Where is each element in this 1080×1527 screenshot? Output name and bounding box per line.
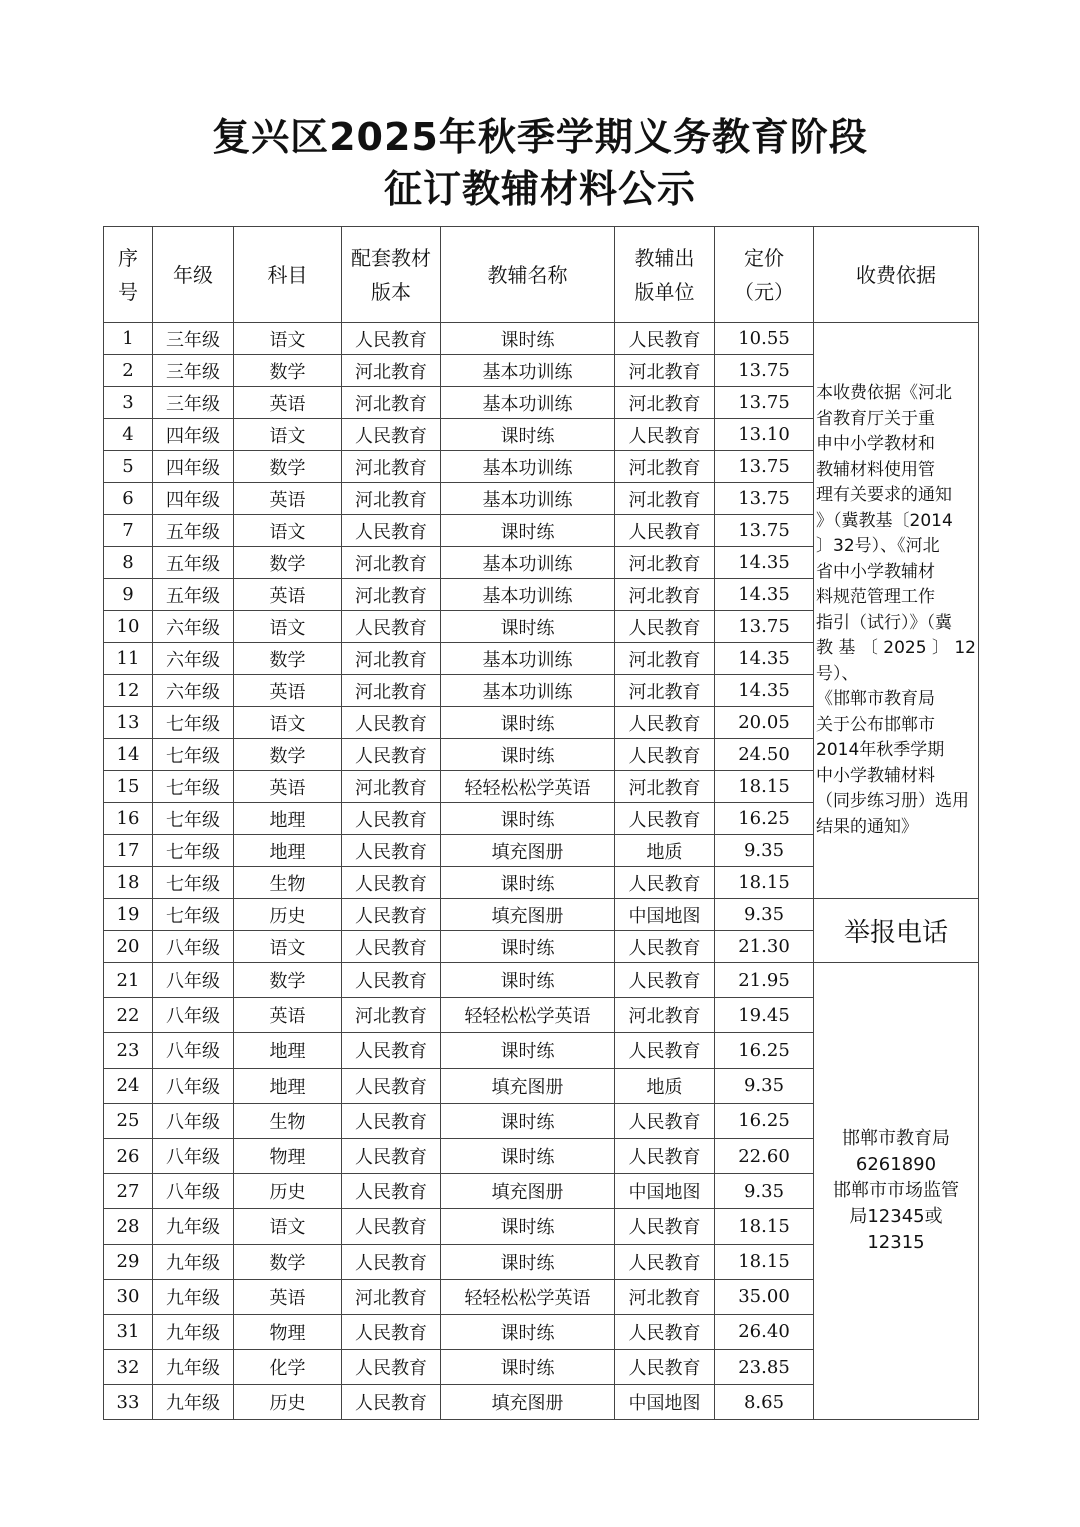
cell-publisher: 河北教育 <box>615 675 715 707</box>
cell-material-name: 基本功训练 <box>441 579 615 611</box>
cell-seq: 30 <box>104 1279 153 1314</box>
cell-price: 35.00 <box>715 1279 814 1314</box>
cell-seq: 14 <box>104 739 153 771</box>
cell-subject: 数学 <box>234 1244 342 1279</box>
cell-material-name: 课时练 <box>441 1138 615 1173</box>
cell-publisher: 地质 <box>615 835 715 867</box>
cell-publisher: 河北教育 <box>615 483 715 515</box>
cell-price: 16.25 <box>715 1103 814 1138</box>
cell-subject: 物理 <box>234 1138 342 1173</box>
cell-publisher: 河北教育 <box>615 1279 715 1314</box>
cell-publisher: 中国地图 <box>615 899 715 931</box>
cell-price: 13.75 <box>715 483 814 515</box>
cell-seq: 12 <box>104 675 153 707</box>
header-seq: 序 号 <box>104 227 153 323</box>
cell-publisher: 人民教育 <box>615 323 715 355</box>
cell-textbook-version: 人民教育 <box>342 419 441 451</box>
cell-seq: 28 <box>104 1209 153 1244</box>
cell-material-name: 基本功训练 <box>441 675 615 707</box>
cell-price: 9.35 <box>715 1174 814 1209</box>
cell-grade: 七年级 <box>153 867 234 899</box>
report-phone-details <box>814 963 979 1420</box>
cell-publisher: 人民教育 <box>615 739 715 771</box>
materials-table <box>103 226 979 1420</box>
cell-textbook-version: 河北教育 <box>342 1279 441 1314</box>
cell-price: 18.15 <box>715 867 814 899</box>
cell-material-name: 课时练 <box>441 803 615 835</box>
cell-subject: 英语 <box>234 771 342 803</box>
cell-grade: 八年级 <box>153 963 234 998</box>
cell-publisher: 人民教育 <box>615 1033 715 1068</box>
cell-textbook-version: 河北教育 <box>342 579 441 611</box>
cell-textbook-version: 人民教育 <box>342 739 441 771</box>
cell-seq: 3 <box>104 387 153 419</box>
cell-subject: 英语 <box>234 998 342 1033</box>
cell-material-name: 轻轻松松学英语 <box>441 998 615 1033</box>
cell-seq: 7 <box>104 515 153 547</box>
cell-publisher: 人民教育 <box>615 515 715 547</box>
cell-subject: 数学 <box>234 547 342 579</box>
cell-price: 13.75 <box>715 515 814 547</box>
cell-material-name: 基本功训练 <box>441 483 615 515</box>
cell-seq: 10 <box>104 611 153 643</box>
cell-grade: 七年级 <box>153 739 234 771</box>
cell-material-name: 填充图册 <box>441 899 615 931</box>
fee-basis-line: 2014年秋季学期 <box>816 740 945 760</box>
cell-material-name: 填充图册 <box>441 1385 615 1420</box>
cell-publisher: 地质 <box>615 1068 715 1103</box>
cell-publisher: 人民教育 <box>615 1314 715 1349</box>
header-publisher: 教辅出 版单位 <box>615 227 715 323</box>
fee-basis-line: 料规范管理工作 <box>816 587 935 607</box>
cell-material-name: 课时练 <box>441 1314 615 1349</box>
cell-publisher: 人民教育 <box>615 419 715 451</box>
cell-textbook-version: 河北教育 <box>342 451 441 483</box>
cell-publisher: 河北教育 <box>615 387 715 419</box>
cell-publisher: 人民教育 <box>615 1209 715 1244</box>
cell-price: 21.30 <box>715 931 814 963</box>
cell-textbook-version: 河北教育 <box>342 998 441 1033</box>
cell-price: 9.35 <box>715 899 814 931</box>
header-price: 定价 （元） <box>715 227 814 323</box>
cell-price: 26.40 <box>715 1314 814 1349</box>
cell-grade: 五年级 <box>153 547 234 579</box>
cell-subject: 地理 <box>234 835 342 867</box>
cell-material-name: 课时练 <box>441 1350 615 1385</box>
cell-subject: 英语 <box>234 579 342 611</box>
cell-grade: 三年级 <box>153 387 234 419</box>
cell-grade: 四年级 <box>153 451 234 483</box>
cell-grade: 三年级 <box>153 323 234 355</box>
header-row <box>104 227 979 323</box>
cell-publisher: 人民教育 <box>615 611 715 643</box>
cell-subject: 生物 <box>234 867 342 899</box>
cell-grade: 七年级 <box>153 771 234 803</box>
cell-textbook-version: 人民教育 <box>342 1244 441 1279</box>
cell-subject: 英语 <box>234 675 342 707</box>
cell-grade: 七年级 <box>153 803 234 835</box>
cell-textbook-version: 河北教育 <box>342 547 441 579</box>
table-row <box>104 963 979 998</box>
cell-material-name: 课时练 <box>441 611 615 643</box>
cell-subject: 历史 <box>234 899 342 931</box>
table-row <box>104 323 979 355</box>
cell-publisher: 人民教育 <box>615 963 715 998</box>
cell-price: 22.60 <box>715 1138 814 1173</box>
cell-textbook-version: 河北教育 <box>342 355 441 387</box>
cell-textbook-version: 人民教育 <box>342 963 441 998</box>
cell-subject: 语文 <box>234 611 342 643</box>
cell-grade: 九年级 <box>153 1209 234 1244</box>
cell-seq: 13 <box>104 707 153 739</box>
cell-seq: 32 <box>104 1350 153 1385</box>
cell-textbook-version: 人民教育 <box>342 835 441 867</box>
cell-subject: 语文 <box>234 931 342 963</box>
cell-subject: 地理 <box>234 1068 342 1103</box>
cell-subject: 数学 <box>234 963 342 998</box>
cell-textbook-version: 人民教育 <box>342 707 441 739</box>
fee-basis-line: 理有关要求的通知 <box>816 485 952 505</box>
cell-price: 13.75 <box>715 355 814 387</box>
cell-textbook-version: 河北教育 <box>342 675 441 707</box>
cell-material-name: 课时练 <box>441 963 615 998</box>
cell-publisher: 河北教育 <box>615 451 715 483</box>
fee-basis-line: 关于公布邯郸市 <box>816 714 935 735</box>
cell-publisher: 中国地图 <box>615 1174 715 1209</box>
cell-textbook-version: 人民教育 <box>342 1350 441 1385</box>
cell-textbook-version: 人民教育 <box>342 1385 441 1420</box>
cell-publisher: 河北教育 <box>615 355 715 387</box>
fee-basis-line: 〕32号）、《河北 <box>816 536 940 556</box>
cell-grade: 八年级 <box>153 1138 234 1173</box>
cell-textbook-version: 人民教育 <box>342 1033 441 1068</box>
cell-subject: 地理 <box>234 803 342 835</box>
fee-basis-line: 教辅材料使用管 <box>816 459 935 480</box>
cell-material-name: 轻轻松松学英语 <box>441 1279 615 1314</box>
fee-basis-line: 指引（试行）》（冀 <box>816 612 952 633</box>
header-subject: 科目 <box>234 227 342 323</box>
cell-grade: 六年级 <box>153 643 234 675</box>
fee-basis-cell <box>814 323 979 899</box>
report-phone-line: 局12345或 <box>849 1206 943 1228</box>
cell-publisher: 人民教育 <box>615 1138 715 1173</box>
cell-subject: 数学 <box>234 643 342 675</box>
cell-publisher: 人民教育 <box>615 1244 715 1279</box>
cell-seq: 22 <box>104 998 153 1033</box>
cell-subject: 语文 <box>234 1209 342 1244</box>
header-textbook-version: 配套教材 版本 <box>342 227 441 323</box>
report-phone-line: 12315 <box>867 1232 925 1254</box>
cell-seq: 18 <box>104 867 153 899</box>
fee-basis-line: 本收费依据《河北 <box>816 383 952 403</box>
cell-price: 20.05 <box>715 707 814 739</box>
cell-seq: 11 <box>104 643 153 675</box>
cell-price: 21.95 <box>715 963 814 998</box>
fee-basis-line: 申中小学教材和 <box>816 434 935 454</box>
cell-textbook-version: 河北教育 <box>342 483 441 515</box>
cell-material-name: 填充图册 <box>441 835 615 867</box>
cell-material-name: 课时练 <box>441 419 615 451</box>
cell-material-name: 基本功训练 <box>441 451 615 483</box>
cell-seq: 16 <box>104 803 153 835</box>
fee-basis-line: 教基〔2025〕12号）、 <box>816 638 976 684</box>
cell-material-name: 课时练 <box>441 739 615 771</box>
cell-material-name: 课时练 <box>441 867 615 899</box>
cell-grade: 七年级 <box>153 835 234 867</box>
cell-subject: 数学 <box>234 451 342 483</box>
cell-textbook-version: 人民教育 <box>342 1209 441 1244</box>
cell-subject: 语文 <box>234 707 342 739</box>
cell-grade: 五年级 <box>153 515 234 547</box>
header-basis: 收费依据 <box>814 227 979 323</box>
cell-publisher: 河北教育 <box>615 579 715 611</box>
cell-grade: 六年级 <box>153 675 234 707</box>
cell-subject: 英语 <box>234 483 342 515</box>
cell-grade: 八年级 <box>153 998 234 1033</box>
header-material-name: 教辅名称 <box>441 227 615 323</box>
cell-seq: 19 <box>104 899 153 931</box>
cell-grade: 六年级 <box>153 611 234 643</box>
cell-publisher: 人民教育 <box>615 1103 715 1138</box>
cell-publisher: 人民教育 <box>615 867 715 899</box>
cell-price: 9.35 <box>715 1068 814 1103</box>
cell-subject: 地理 <box>234 1033 342 1068</box>
cell-seq: 26 <box>104 1138 153 1173</box>
cell-grade: 七年级 <box>153 707 234 739</box>
cell-grade: 七年级 <box>153 899 234 931</box>
cell-textbook-version: 人民教育 <box>342 899 441 931</box>
cell-subject: 语文 <box>234 515 342 547</box>
cell-textbook-version: 人民教育 <box>342 931 441 963</box>
cell-seq: 29 <box>104 1244 153 1279</box>
cell-textbook-version: 河北教育 <box>342 387 441 419</box>
report-phone-line: 邯郸市市场监管 <box>833 1180 959 1202</box>
fee-basis-line: 中小学教辅材料 <box>816 765 935 786</box>
cell-price: 13.10 <box>715 419 814 451</box>
cell-subject: 物理 <box>234 1314 342 1349</box>
fee-basis-line: 省教育厅关于重 <box>816 408 935 429</box>
cell-price: 13.75 <box>715 387 814 419</box>
cell-seq: 17 <box>104 835 153 867</box>
cell-material-name: 填充图册 <box>441 1174 615 1209</box>
cell-price: 19.45 <box>715 998 814 1033</box>
cell-grade: 五年级 <box>153 579 234 611</box>
cell-material-name: 课时练 <box>441 1103 615 1138</box>
cell-textbook-version: 河北教育 <box>342 643 441 675</box>
cell-price: 14.35 <box>715 675 814 707</box>
cell-textbook-version: 人民教育 <box>342 1174 441 1209</box>
cell-textbook-version: 人民教育 <box>342 515 441 547</box>
report-phone-line: 6261890 <box>855 1154 937 1176</box>
cell-price: 23.85 <box>715 1350 814 1385</box>
cell-subject: 语文 <box>234 419 342 451</box>
cell-subject: 语文 <box>234 323 342 355</box>
cell-grade: 四年级 <box>153 483 234 515</box>
cell-seq: 25 <box>104 1103 153 1138</box>
cell-material-name: 填充图册 <box>441 1068 615 1103</box>
cell-price: 14.35 <box>715 579 814 611</box>
cell-price: 10.55 <box>715 323 814 355</box>
cell-material-name: 基本功训练 <box>441 355 615 387</box>
cell-material-name: 基本功训练 <box>441 547 615 579</box>
cell-textbook-version: 人民教育 <box>342 1138 441 1173</box>
cell-price: 16.25 <box>715 1033 814 1068</box>
cell-seq: 27 <box>104 1174 153 1209</box>
cell-subject: 英语 <box>234 1279 342 1314</box>
cell-seq: 23 <box>104 1033 153 1068</box>
cell-subject: 历史 <box>234 1385 342 1420</box>
cell-grade: 九年级 <box>153 1314 234 1349</box>
cell-grade: 四年级 <box>153 419 234 451</box>
cell-material-name: 基本功训练 <box>441 387 615 419</box>
cell-subject: 化学 <box>234 1350 342 1385</box>
cell-publisher: 人民教育 <box>615 1350 715 1385</box>
cell-subject: 英语 <box>234 387 342 419</box>
cell-publisher: 河北教育 <box>615 547 715 579</box>
cell-material-name: 课时练 <box>441 707 615 739</box>
cell-seq: 15 <box>104 771 153 803</box>
cell-material-name: 课时练 <box>441 323 615 355</box>
cell-seq: 1 <box>104 323 153 355</box>
cell-textbook-version: 人民教育 <box>342 323 441 355</box>
cell-publisher: 中国地图 <box>615 1385 715 1420</box>
report-phone-title: 举报电话 <box>814 899 979 963</box>
cell-publisher: 河北教育 <box>615 998 715 1033</box>
cell-seq: 9 <box>104 579 153 611</box>
cell-material-name: 课时练 <box>441 1244 615 1279</box>
cell-price: 16.25 <box>715 803 814 835</box>
cell-seq: 24 <box>104 1068 153 1103</box>
cell-textbook-version: 人民教育 <box>342 1103 441 1138</box>
cell-price: 14.35 <box>715 643 814 675</box>
cell-material-name: 课时练 <box>441 515 615 547</box>
cell-seq: 6 <box>104 483 153 515</box>
cell-material-name: 基本功训练 <box>441 643 615 675</box>
cell-material-name: 轻轻松松学英语 <box>441 771 615 803</box>
cell-subject: 历史 <box>234 1174 342 1209</box>
cell-grade: 九年级 <box>153 1244 234 1279</box>
cell-textbook-version: 人民教育 <box>342 867 441 899</box>
cell-grade: 八年级 <box>153 1103 234 1138</box>
cell-textbook-version: 人民教育 <box>342 1068 441 1103</box>
cell-textbook-version: 河北教育 <box>342 771 441 803</box>
cell-subject: 生物 <box>234 1103 342 1138</box>
fee-basis-line: 》（冀教基〔2014 <box>816 510 953 531</box>
table-row <box>104 899 979 931</box>
cell-publisher: 河北教育 <box>615 771 715 803</box>
cell-grade: 九年级 <box>153 1385 234 1420</box>
cell-price: 9.35 <box>715 835 814 867</box>
fee-basis-line: 省中小学教辅材 <box>816 561 935 582</box>
page-title: 复兴区2025年秋季学期义务教育阶段 <box>212 115 868 159</box>
fee-basis-line: 《邯郸市教育局 <box>816 689 935 709</box>
page-subtitle: 征订教辅材料公示 <box>383 167 696 211</box>
cell-price: 8.65 <box>715 1385 814 1420</box>
fee-basis-line: 结果的通知》 <box>816 816 918 837</box>
cell-grade: 三年级 <box>153 355 234 387</box>
cell-price: 14.35 <box>715 547 814 579</box>
cell-grade: 八年级 <box>153 1174 234 1209</box>
fee-basis-line: （同步练习册）选用 <box>816 791 969 811</box>
cell-seq: 2 <box>104 355 153 387</box>
cell-seq: 33 <box>104 1385 153 1420</box>
cell-seq: 8 <box>104 547 153 579</box>
cell-seq: 4 <box>104 419 153 451</box>
cell-grade: 九年级 <box>153 1279 234 1314</box>
cell-subject: 数学 <box>234 739 342 771</box>
cell-textbook-version: 人民教育 <box>342 803 441 835</box>
cell-publisher: 人民教育 <box>615 931 715 963</box>
header-grade: 年级 <box>153 227 234 323</box>
cell-material-name: 课时练 <box>441 1033 615 1068</box>
cell-grade: 八年级 <box>153 1068 234 1103</box>
report-phone-line: 邯郸市教育局 <box>842 1128 950 1150</box>
cell-price: 18.15 <box>715 1209 814 1244</box>
cell-publisher: 人民教育 <box>615 707 715 739</box>
cell-seq: 20 <box>104 931 153 963</box>
cell-material-name: 课时练 <box>441 1209 615 1244</box>
cell-seq: 5 <box>104 451 153 483</box>
cell-price: 13.75 <box>715 451 814 483</box>
cell-grade: 九年级 <box>153 1350 234 1385</box>
cell-grade: 八年级 <box>153 1033 234 1068</box>
cell-textbook-version: 人民教育 <box>342 1314 441 1349</box>
cell-seq: 31 <box>104 1314 153 1349</box>
cell-publisher: 河北教育 <box>615 643 715 675</box>
cell-publisher: 人民教育 <box>615 803 715 835</box>
cell-price: 13.75 <box>715 611 814 643</box>
cell-price: 18.15 <box>715 1244 814 1279</box>
cell-price: 18.15 <box>715 771 814 803</box>
cell-subject: 数学 <box>234 355 342 387</box>
cell-grade: 八年级 <box>153 931 234 963</box>
cell-price: 24.50 <box>715 739 814 771</box>
cell-seq: 21 <box>104 963 153 998</box>
cell-textbook-version: 人民教育 <box>342 611 441 643</box>
cell-material-name: 课时练 <box>441 931 615 963</box>
